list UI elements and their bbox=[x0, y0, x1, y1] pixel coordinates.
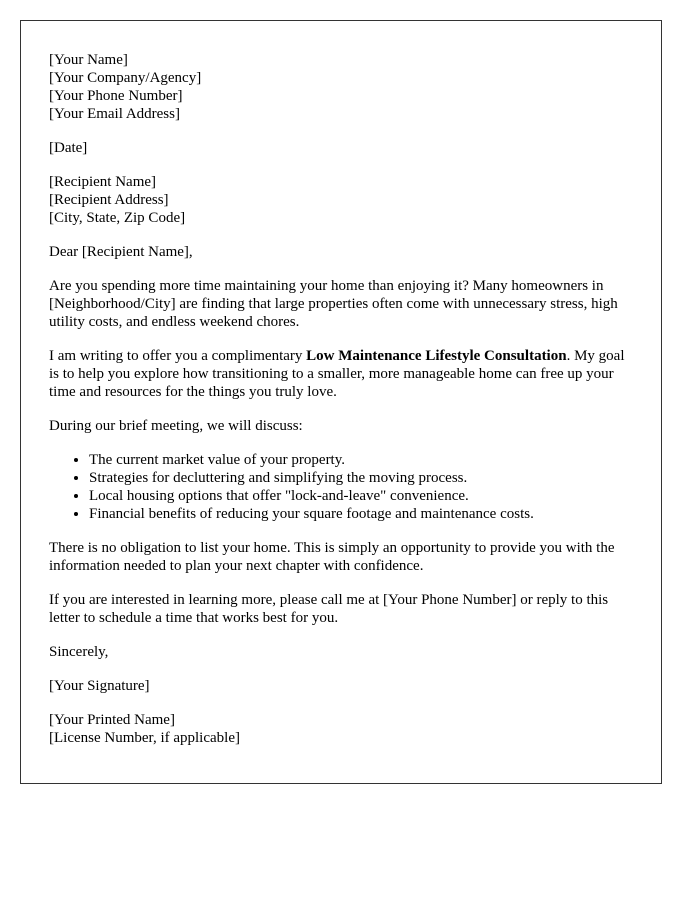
recipient-address: [Recipient Address] bbox=[49, 192, 169, 208]
sender-name: [Your Name] bbox=[49, 52, 128, 68]
offer-text-end: . My goal is to help you explore how transitioning to a smaller, more manageable home can free up your time and resources for the things you truly love. bbox=[49, 348, 625, 400]
salutation: Dear [Recipient Name], bbox=[49, 244, 193, 260]
paragraph-intro: Are you spending more time maintaining your home than enjoying it? Many homeowners in [Neighborhood/City] are finding that large properties often come with unnecessary stress, high utility costs, and endless weekend chores. bbox=[49, 278, 618, 330]
license-number: [License Number, if applicable] bbox=[49, 730, 240, 746]
paragraph-obligation: There is no obligation to list your home. This is simply an opportunity to provide you with the information needed to plan your next chapter with confidence. bbox=[49, 540, 615, 574]
sender-company: [Your Company/Agency] bbox=[49, 70, 202, 86]
letter bbox=[20, 20, 662, 784]
offer-text: I am writing to offer you a complimentary bbox=[49, 348, 307, 364]
printed-name: [Your Printed Name] bbox=[49, 712, 175, 728]
date: [Date] bbox=[49, 140, 88, 156]
recipient-name: [Recipient Name] bbox=[49, 174, 157, 190]
list-item: • Financial benefits of reducing your square footage and maintenance costs. bbox=[89, 505, 632, 523]
recipient-block bbox=[49, 173, 632, 227]
paragraph-discuss: During our brief meeting, we will discuss: bbox=[49, 418, 303, 434]
discussion-list bbox=[49, 451, 632, 523]
list-item: • Strategies for decluttering and simplifying the moving process. bbox=[89, 469, 632, 487]
printed-block bbox=[49, 711, 632, 747]
sender-email: [Your Email Address] bbox=[49, 106, 180, 122]
recipient-city: [City, State, Zip Code] bbox=[49, 210, 186, 226]
sender-block bbox=[49, 51, 632, 123]
paragraph-offer bbox=[49, 347, 632, 401]
closing: Sincerely, bbox=[49, 644, 109, 660]
signature: [Your Signature] bbox=[49, 678, 150, 694]
offer-highlight: Low Maintenance Lifestyle Consultation bbox=[306, 348, 567, 364]
paragraph-call: If you are interested in learning more, please call me at [Your Phone Number] or reply to this letter to schedule a time that works best for you. bbox=[49, 592, 609, 626]
list-item: • The current market value of your property. bbox=[89, 451, 632, 469]
sender-phone: [Your Phone Number] bbox=[49, 88, 183, 104]
list-item: • Local housing options that offer "lock-and-leave" convenience. bbox=[89, 487, 632, 505]
